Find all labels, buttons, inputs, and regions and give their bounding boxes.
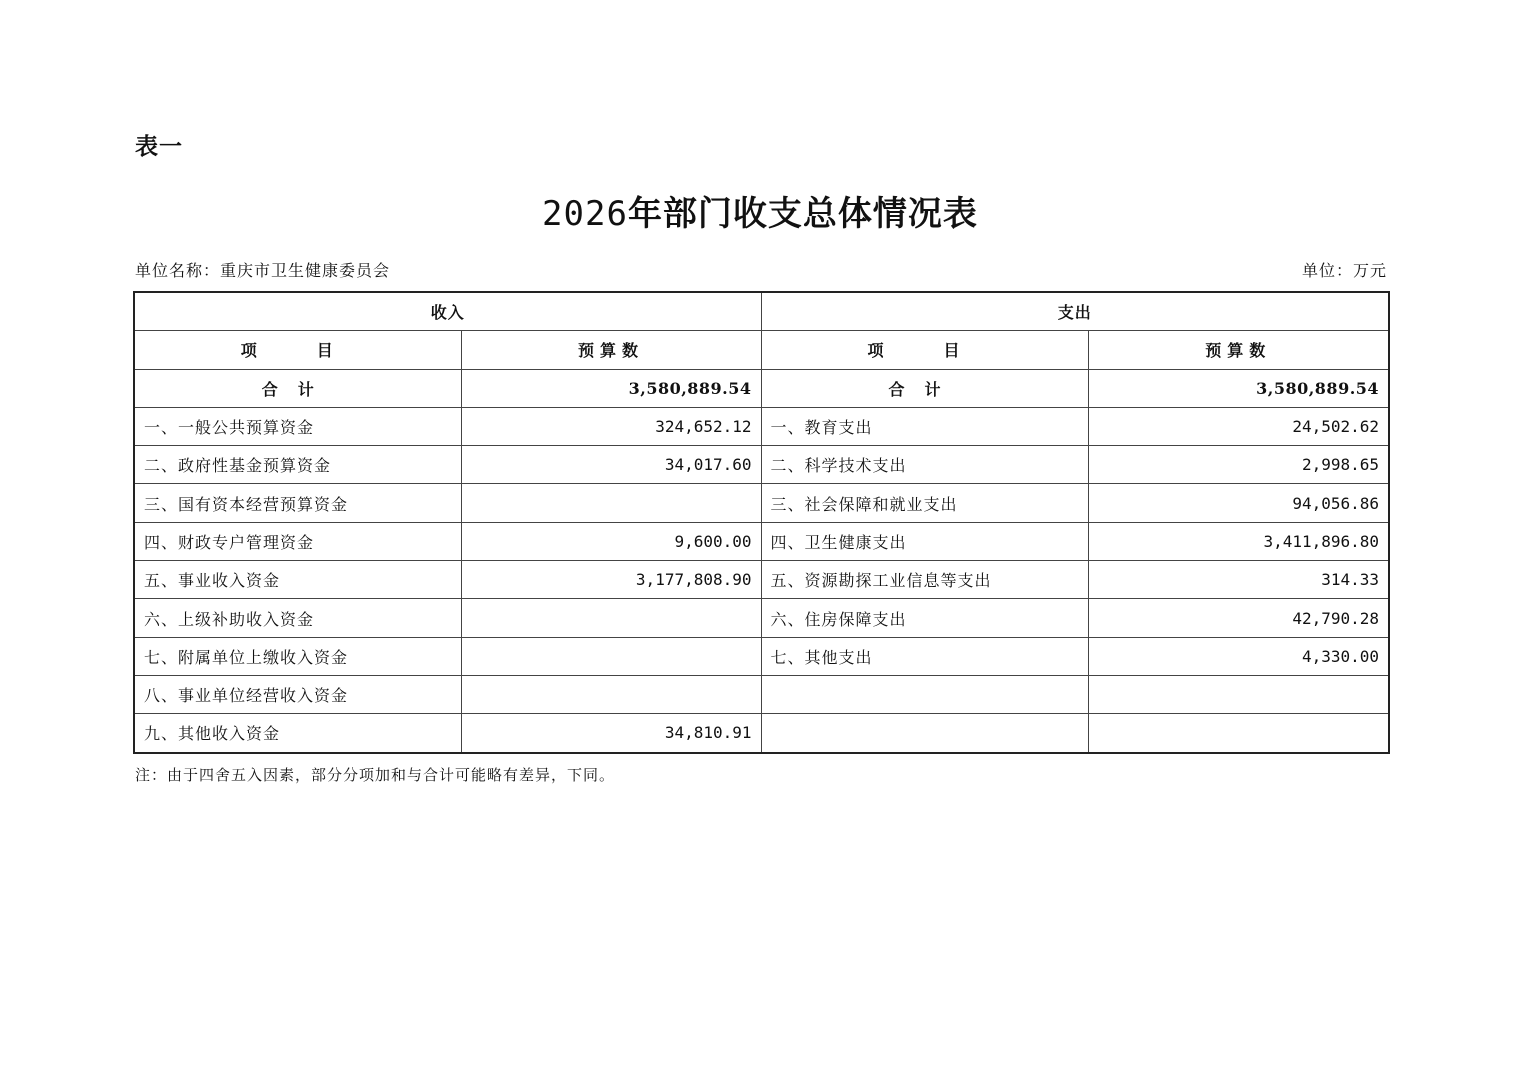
expense-item — [761, 714, 1088, 753]
currency-unit-label: 单位：万元 — [1301, 261, 1387, 280]
income-item: 四、财政专户管理资金 — [134, 522, 461, 560]
expense-value: 42,790.28 — [1088, 599, 1389, 637]
table-row — [134, 484, 1389, 522]
income-value — [461, 484, 761, 522]
expense-value: 24,502.62 — [1088, 407, 1389, 445]
income-total-value: 3,580,889.54 — [461, 369, 761, 407]
income-value: 34,017.60 — [461, 446, 761, 484]
income-item: 三、国有资本经营预算资金 — [134, 484, 461, 522]
income-item: 七、附属单位上缴收入资金 — [134, 637, 461, 675]
table-row — [134, 561, 1389, 599]
expense-value — [1088, 714, 1389, 753]
income-item: 九、其他收入资金 — [134, 714, 461, 753]
expense-item: 五、资源勘探工业信息等支出 — [761, 561, 1088, 599]
income-value: 3,177,808.90 — [461, 561, 761, 599]
page-title — [0, 186, 1520, 235]
expense-header: 支出 — [761, 292, 1389, 331]
income-value: 34,810.91 — [461, 714, 761, 753]
income-value — [461, 637, 761, 675]
table-body — [134, 292, 1389, 753]
expense-item: 七、其他支出 — [761, 637, 1088, 675]
table-row — [134, 637, 1389, 675]
unit-name-label: 单位名称：重庆市卫生健康委员会 — [135, 261, 391, 280]
column-header-row — [134, 331, 1389, 369]
expense-total-value: 3,580,889.54 — [1088, 369, 1389, 407]
income-item: 二、政府性基金预算资金 — [134, 446, 461, 484]
expense-value: 3,411,896.80 — [1088, 522, 1389, 560]
income-value: 324,652.12 — [461, 407, 761, 445]
expense-value: 4,330.00 — [1088, 637, 1389, 675]
table-row — [134, 446, 1389, 484]
expense-item-col-header: 项 目 — [761, 331, 1088, 369]
income-item: 五、事业收入资金 — [134, 561, 461, 599]
income-item-col-header: 项 目 — [134, 331, 461, 369]
expense-item: 三、社会保障和就业支出 — [761, 484, 1088, 522]
income-value: 9,600.00 — [461, 522, 761, 560]
budget-summary-table — [133, 291, 1390, 754]
expense-item: 一、教育支出 — [761, 407, 1088, 445]
unit-info-line — [135, 258, 1387, 281]
table-row — [134, 407, 1389, 445]
table-row — [134, 522, 1389, 560]
expense-item — [761, 675, 1088, 713]
table-number-label: 表一 — [135, 134, 183, 160]
expense-value: 2,998.65 — [1088, 446, 1389, 484]
total-row — [134, 369, 1389, 407]
expense-item: 四、卫生健康支出 — [761, 522, 1088, 560]
table-row — [134, 714, 1389, 753]
section-header-row — [134, 292, 1389, 331]
footnote: 注：由于四舍五入因素，部分分项加和与合计可能略有差异，下同。 — [135, 766, 616, 784]
income-header: 收入 — [134, 292, 761, 331]
expense-budget-col-header: 预算数 — [1088, 331, 1389, 369]
expense-value: 94,056.86 — [1088, 484, 1389, 522]
table-row — [134, 675, 1389, 713]
expense-value — [1088, 675, 1389, 713]
income-value — [461, 675, 761, 713]
income-budget-col-header: 预算数 — [461, 331, 761, 369]
expense-item: 六、住房保障支出 — [761, 599, 1088, 637]
income-item: 六、上级补助收入资金 — [134, 599, 461, 637]
income-item: 八、事业单位经营收入资金 — [134, 675, 461, 713]
expense-total-label: 合计 — [761, 369, 1088, 407]
income-item: 一、一般公共预算资金 — [134, 407, 461, 445]
income-total-label: 合计 — [134, 369, 461, 407]
expense-value: 314.33 — [1088, 561, 1389, 599]
title-year: 2026 — [542, 194, 628, 234]
table-row — [134, 599, 1389, 637]
title-text: 年部门收支总体情况表 — [627, 194, 978, 234]
expense-item: 二、科学技术支出 — [761, 446, 1088, 484]
income-value — [461, 599, 761, 637]
